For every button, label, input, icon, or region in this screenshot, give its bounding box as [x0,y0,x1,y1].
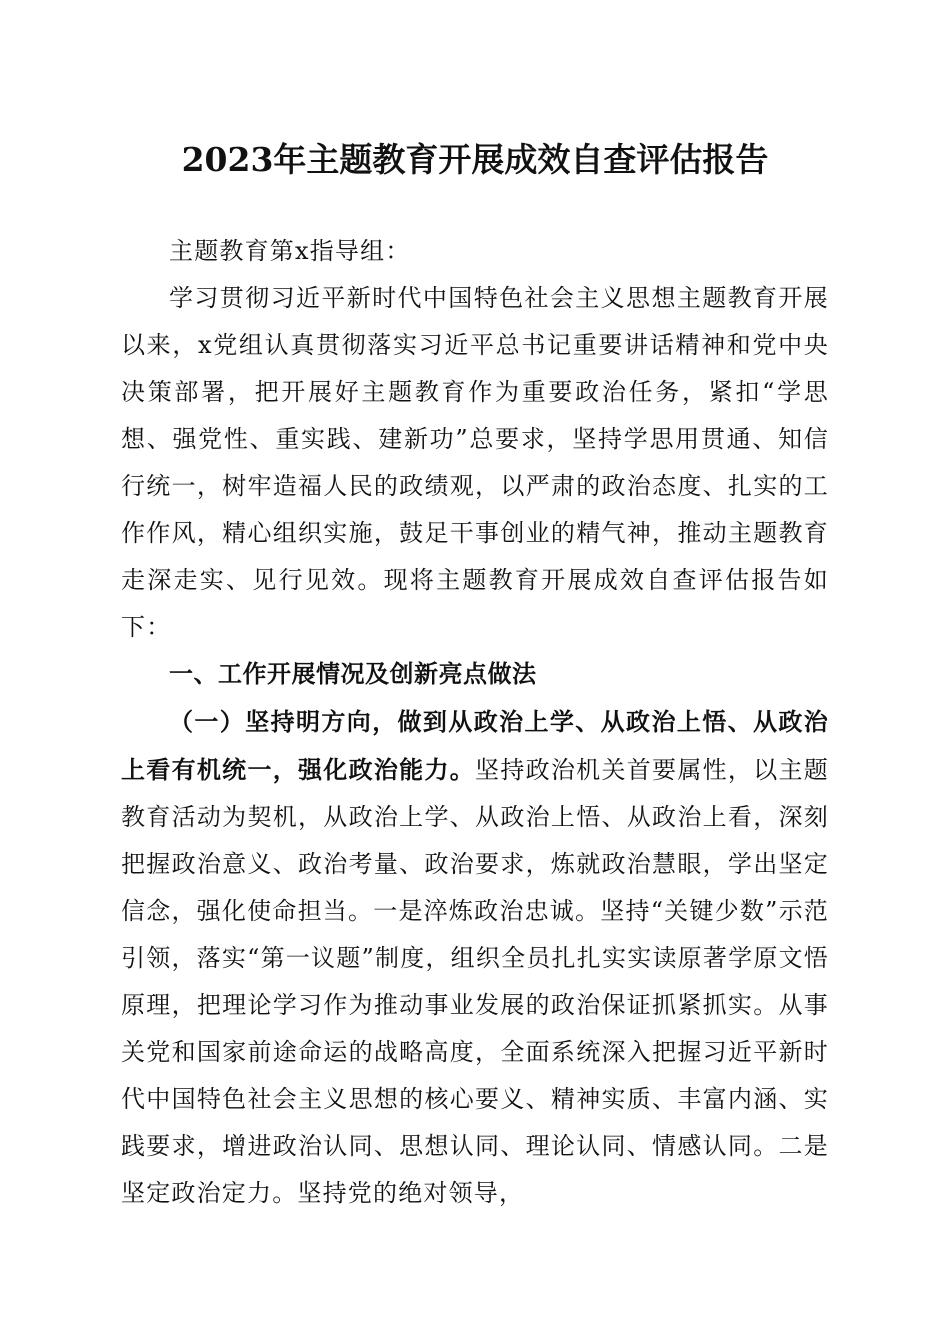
subsection-body: 坚持政治机关首要属性，以主题教育活动为契机，从政治上学、从政治上悟、从政治上看，深刻把握政治意义、政治考量、政治要求，炼就政治慧眼，学出坚定信念，强化使命担当。一是淬炼政治忠诚。坚持“关键少数”示范引领，落实“第一议题”制度，组织全员扎扎实实读原著学原文悟原理，把理论学习作为推动事业发展的政治保证抓紧抓实。从事关党和国家前途命运的战略高度，全面系统深入把握习近平新时代中国特色社会主义思想的核心要义、精神实质、丰富内涵、实践要求，增进政治认同、思想认同、理论认同、情感认同。二是坚定政治定力。坚持党的绝对领导， [121,756,829,1207]
section-heading: 一、工作开展情况及创新亮点做法 [169,660,537,688]
document-body [121,228,829,1217]
subsection-heading: （一）坚持明方向，做到从政治上学、从政治上悟、从政治上看有机统一，强化政治能力。 [121,707,829,784]
document-title: 2023年主题教育开展成效自查评估报告 [181,140,769,179]
salutation: 主题教育第x指导组： [169,237,411,265]
intro-paragraph: 学习贯彻习近平新时代中国特色社会主义思想主题教育开展以来，x党组认真贯彻落实习近平总书记重要讲话精神和党中央决策部署，把开展好主题教育作为重要政治任务，紧扣“学思想、强党性、重实践、建新功”总要求，坚持学思用贯通、知信行统一，树牢造福人民的政绩观，以严肃的政治态度、扎实的工作作风，精心组织实施，鼓足干事创业的精气神，推动主题教育走深走实、见行见效。现将主题教育开展成效自查评估报告如下： [121,284,829,641]
subsection-paragraph [121,698,829,1217]
